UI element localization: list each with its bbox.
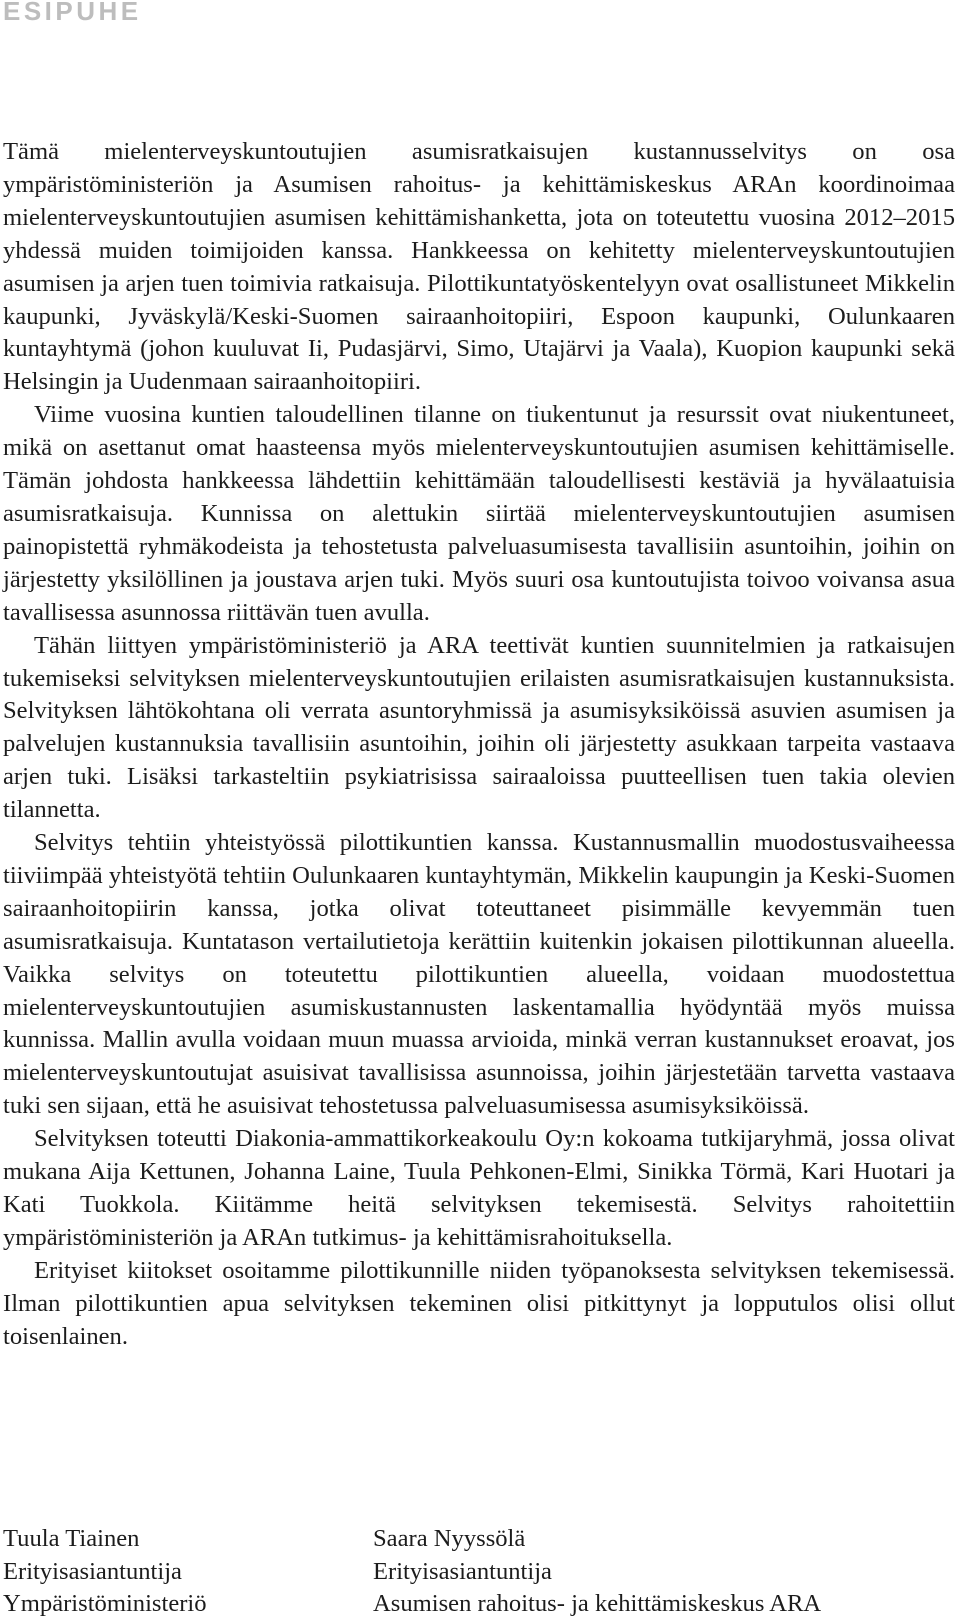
signature-right: [373, 1523, 821, 1621]
paragraph-2: Viime vuosina kuntien taloudellinen tilanne on tiukentunut ja resurssit ovat niukentuneet, mikä on asettanut omat haasteensa myös mielenterveyskuntoutujien asumisen kehittämiselle. Tämän johdosta hankkeessa lähdettiin kehittämään taloudellisesti kestäviä ja hyvälaatuisia asumisratkaisuja. Kunnissa on alettukin siirtää mielenterveyskuntoutujien asumisen painopistettä ryhmäkodeista ja tehostetusta palveluasumisesta tavallisiin asuntoihin, joihin on järjestetty yksilöllinen ja joustava arjen tuki. Myös suuri osa kuntoutujista toivoo voivansa asua tavallisessa asunnossa riittävän tuen avulla.: [3, 401, 955, 626]
signatory-title: Erityisasiantuntija: [3, 1557, 182, 1585]
paragraph-4: Selvitys tehtiin yhteistyössä pilottikuntien kanssa. Kustannusmallin muodostusvaiheessa tiiviimpää yhteistyötä tehtiin Oulunkaaren kuntayhtymän, Mikkelin kaupungin ja Keski-Suomen sairaanhoitopiirin kanssa, jotka olivat toteuttaneet pisimmälle kevyemmän tuen asumisratkaisuja. Kuntatason vertailutietoja kerättiin kuitenkin jokaisen pilottikunnan alueella. Vaikka selvitys on toteutettu pilottikuntien alueella, voidaan muodostettua mielenterveyskuntoutujien asumiskustannusten laskentamallia hyödyntää myös muissa kunnissa. Mallin avulla voidaan muun muassa arvioida, minkä verran kustannukset eroavat, jos mielenterveyskuntoutujat asuisivat tavallisissa asunnoissa, joihin järjestetään tarvetta vastaava tuki sen sijaan, että he asuisivat tehostetussa palveluasumisessa asumisyksiköissä.: [3, 829, 955, 1120]
signatory-name: Tuula Tiainen: [3, 1525, 140, 1552]
preface-body: [3, 136, 955, 1354]
paragraph-6: Erityiset kiitokset osoitamme pilottikunnille niiden työpanoksesta selvityksen tekemisessä. Ilman pilottikuntien apua selvityksen tekeminen olisi pitkittynyt ja lopputulos olisi ollut toisenlainen.: [3, 1256, 955, 1350]
signatory-organization: Ympäristöministeriö: [3, 1590, 207, 1617]
paragraph-1: Tämä mielenterveyskuntoutujien asumisratkaisujen kustannusselvitys on osa ympäristöministeriön ja Asumisen rahoitus- ja kehittämiskeskus ARAn koordinoimaa mielenterveyskuntoutujien asumisen kehittämishanketta, jota on toteutettu vuosina 2012–2015 yhdessä muiden toimijoiden kanssa. Hankkeessa on kehitetty mielenterveyskuntoutujien asumisen ja arjen tuen toimivia ratkaisuja. Pilottikuntatyöskentelyyn ovat osallistuneet Mikkelin kaupunki, Jyväskylä/Keski-Suomen sairaanhoitopiiri, Espoon kaupunki, Oulunkaaren kuntayhtymä (johon kuuluvat Ii, Pudasjärvi, Simo, Utajärvi ja Vaala), Kuopion kaupunki sekä Helsingin ja Uudenmaan sairaanhoitopiiri.: [3, 138, 955, 396]
paragraph-3: Tähän liittyen ympäristöministeriö ja ARA teettivät kuntien suunnitelmien ja ratkaisujen tukemiseksi selvityksen mielenterveyskuntoutujien erilaisten asumisratkaisujen kustannuksista. Selvityksen lähtökohtana oli verrata asuntoryhmissä ja asumisyksiköissä asuvien asumisen ja palvelujen kustannuksia tavallisiin asuntoihin, joihin oli järjestetty asukkaan tarpeita vastaava arjen tuki. Lisäksi tarkasteltiin psykiatrisissa sairaaloissa puutteellisen tuen takia olevien tilannetta.: [3, 631, 955, 824]
signatory-title: Erityisasiantuntija: [373, 1557, 552, 1585]
paragraph-5: Selvityksen toteutti Diakonia-ammattikorkeakoulu Oy:n kokoama tutkijaryhmä, jossa olivat mukana Aija Kettunen, Johanna Laine, Tuula Pehkonen-Elmi, Sinikka Törmä, Kari Huotari ja Kati Tuokkola. Kiitämme heitä selvityksen tekemisestä. Selvitys rahoitettiin ympäristöministeriön ja ARAn tutkimus- ja kehittämisrahoituksella.: [3, 1125, 955, 1251]
signatory-name: Saara Nyyssölä: [373, 1525, 526, 1552]
signature-left: [3, 1523, 207, 1621]
signatory-organization: Asumisen rahoitus- ja kehittämiskeskus ARA: [373, 1590, 822, 1617]
section-heading: ESIPUHE: [3, 0, 142, 26]
